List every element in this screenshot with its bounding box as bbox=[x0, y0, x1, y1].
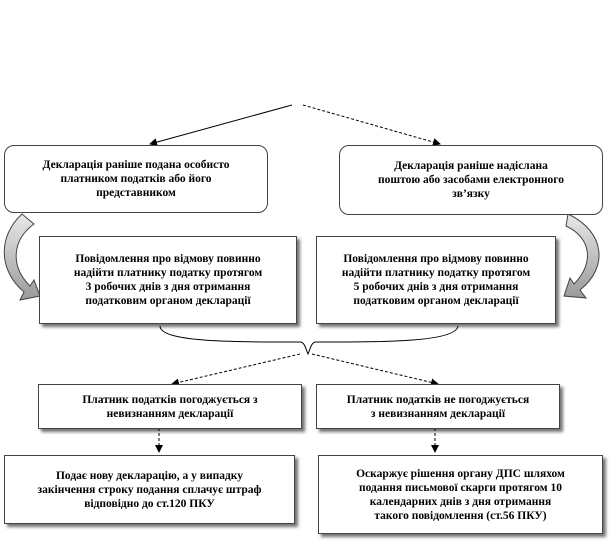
box-appeal-decision-text: Оскаржує рішення органу ДПС шляхом подання письмової скарги протягом 10 календарних днів з дня отримання такого повідомлення (ст.56 ПКУ) bbox=[356, 467, 565, 522]
box-declaration-by-mail-text: Декларація раніше надіслана поштою або засобами електронного зв’язку bbox=[378, 160, 564, 200]
merge-brace bbox=[160, 326, 458, 354]
box-taxpayer-disagrees bbox=[316, 384, 560, 429]
arrow-to-agree-box bbox=[172, 354, 300, 384]
curved-arrow-right bbox=[564, 214, 599, 298]
box-submit-new-declaration-text: Подає нову декларацію, а у випадку закінчення строку подання сплачує штраф відповідно до ст.120 ПКУ bbox=[37, 469, 262, 510]
box-taxpayer-agrees-text: Платник податків погоджується з невизнанням декларації bbox=[82, 393, 258, 420]
arrow-to-disagree-box bbox=[312, 354, 438, 384]
box-taxpayer-agrees bbox=[38, 384, 302, 429]
box-declaration-by-mail bbox=[339, 145, 603, 215]
box-notice-3-days bbox=[39, 236, 297, 324]
box-appeal-decision bbox=[318, 455, 603, 534]
box-notice-3-days-text: Повідомлення про відмову повинно надійти платнику податку протягом 3 робочих днів з дня отримання податковим органом декларації bbox=[73, 253, 263, 307]
box-submit-new-declaration bbox=[4, 455, 295, 524]
box-declaration-in-person-text: Декларація раніше подана особисто платником податків або його представником bbox=[42, 159, 230, 199]
curved-arrow-left bbox=[4, 214, 40, 300]
arrow-to-right-top-box bbox=[303, 105, 440, 144]
box-declaration-in-person bbox=[4, 145, 268, 213]
arrow-to-left-top-box bbox=[150, 105, 292, 144]
box-notice-5-days-text: Повідомлення про відмову повинно надійти платнику податку протягом 5 робочих днів з дня отримання податковим органом декларації bbox=[341, 253, 531, 307]
box-notice-5-days bbox=[316, 236, 556, 324]
box-taxpayer-disagrees-text: Платник податків не погоджується з невизнанням декларації bbox=[346, 393, 530, 420]
